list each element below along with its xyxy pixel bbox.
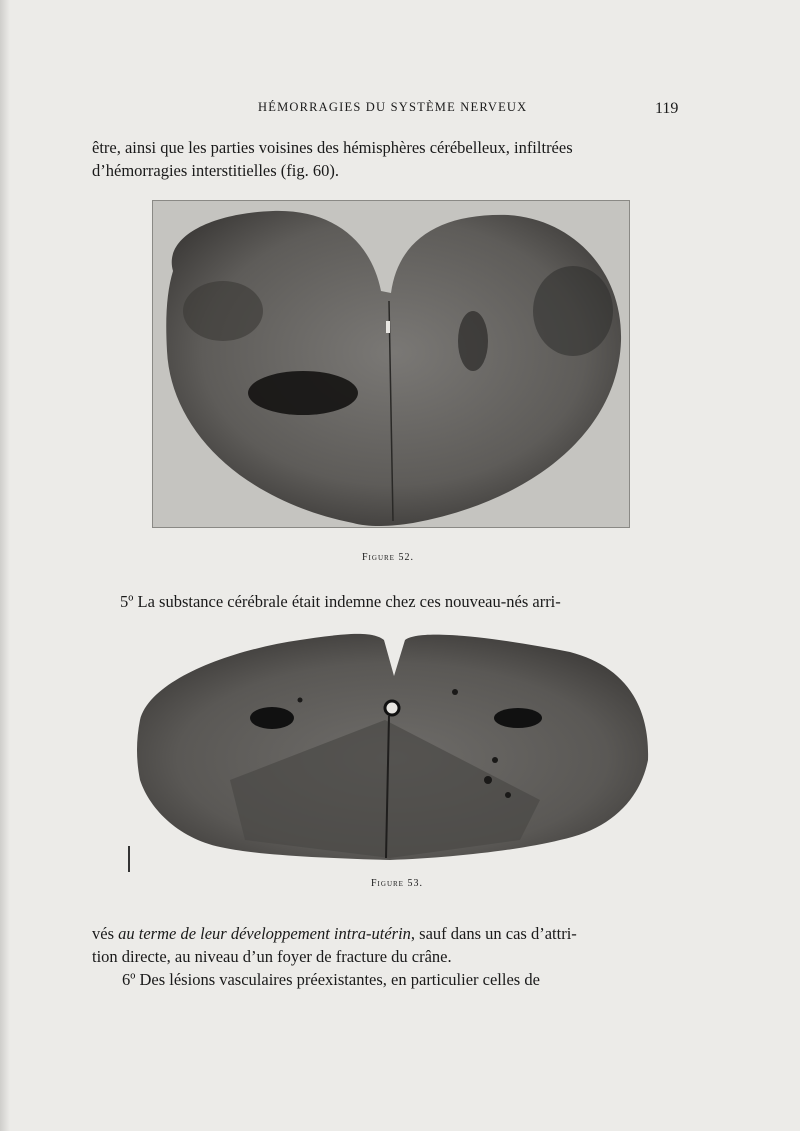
paragraph-intro (92, 136, 692, 182)
central-canal (386, 321, 390, 333)
running-title: HÉMORRAGIES DU SYSTÈME NERVEUX (258, 100, 528, 114)
dark-region (533, 266, 613, 356)
paragraph-6 (92, 968, 692, 991)
dark-region (183, 281, 263, 341)
hemorrhage-focus (248, 371, 358, 415)
brain-section-shape (166, 211, 621, 526)
text-run: , sauf dans un cas d’attri- (410, 924, 577, 943)
figure-52-caption: Figure 52. (362, 552, 414, 563)
petechia (298, 698, 303, 703)
paragraph-line: 6º Des lésions vasculaires préexistantes, en particulier celles de (122, 970, 540, 989)
page-edge-shadow (0, 0, 10, 1131)
figure-52-image (153, 201, 631, 529)
margin-mark (128, 846, 130, 872)
median-fissure (386, 716, 389, 858)
petechia (452, 689, 458, 695)
paragraph-5 (92, 590, 692, 613)
italic-phrase: au terme de leur développement intra-utérin (118, 924, 411, 943)
paragraph-line: être, ainsi que les parties voisines des hémisphères cérébelleux, infiltrées (92, 138, 573, 157)
hemorrhage-focus (250, 707, 294, 729)
paragraph-line: d’hémorragies interstitielles (fig. 60). (92, 161, 339, 180)
petechia (484, 776, 492, 784)
paragraph-line: tion directe, au niveau d’un foyer de fracture du crâne. (92, 947, 452, 966)
figure-53-caption: Figure 53. (371, 878, 423, 889)
pontine-region (230, 720, 540, 858)
page-number: 119 (655, 100, 679, 117)
dark-region (458, 311, 488, 371)
hemorrhage-focus (494, 708, 542, 728)
text-run: vés (92, 924, 119, 943)
paragraph-line: 5º La substance cérébrale était indemne chez ces nouveau-nés arri- (120, 592, 561, 611)
brain-section-shape (137, 634, 648, 860)
paragraph-continued (92, 922, 692, 968)
central-canal (385, 701, 399, 715)
paragraph-line (92, 922, 692, 945)
petechia (492, 757, 498, 763)
petechia (505, 792, 511, 798)
figure-52-frame (152, 200, 630, 528)
